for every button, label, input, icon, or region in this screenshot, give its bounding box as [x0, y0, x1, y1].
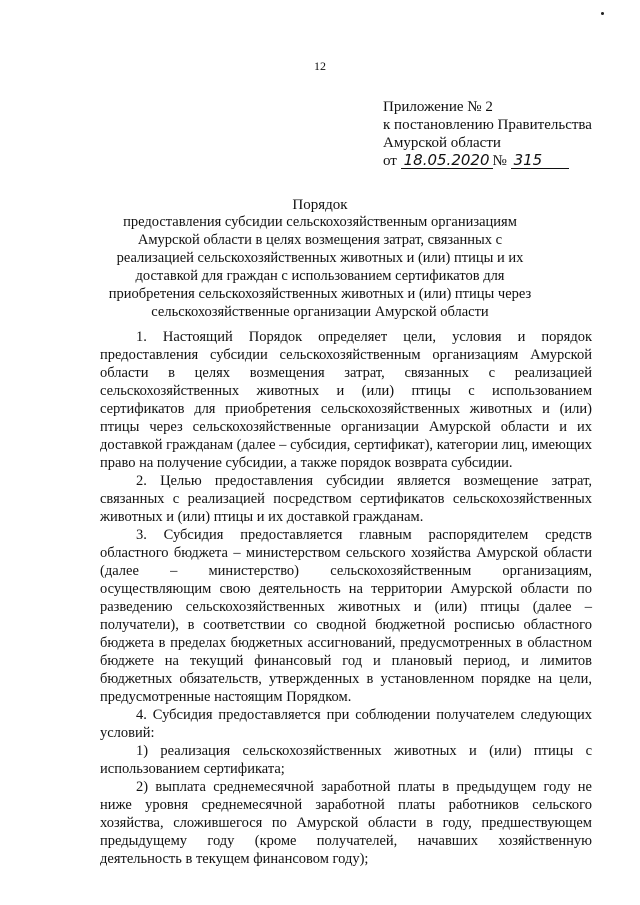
- paragraph: 3. Субсидия предоставляется главным распорядителем средств областного бюджета – министерством сельского хозяйства Амурской области (далее – министерство) сельскохозяйственным организациям, осуществляющим свою деятельность на территории Амурской области по разведению сельскохозяйственных животных и (или) птицы (далее – получатели), в соответствии со сводной бюджетной росписью областного бюджета в пределах бюджетных ассигнований, предусмотренных в областном бюджете на текущий финансовый год и плановый период, и лимитов бюджетных обязательств, утвержденных в установленном порядке на цели, предусмотренные настоящим Порядком.: [100, 527, 592, 705]
- number-prefix: №: [492, 153, 507, 169]
- appendix-title: Приложение № 2: [383, 99, 493, 115]
- paragraph: 4. Субсидия предоставляется при соблюдении получателем следующих условий:: [100, 707, 592, 741]
- appendix-line-decree: к постановлению Правительства: [383, 117, 592, 133]
- scan-mark: [601, 12, 604, 15]
- paragraph: 1. Настоящий Порядок определяет цели, условия и порядок предоставления субсидии сельскохозяйственным организациям Амурской области в целях возмещения затрат, связанных с реализацией сельскохозяйственных животных и (или) птицы с использованием сертификатов для приобретения сельскохозяйственных животных и (или) птицы через сельскохозяйственные организации Амурской области и их доставкой гражданам (далее – субсидия, сертификат), категории лиц, имеющих право на получение субсидии, а также порядок возврата субсидии.: [100, 329, 592, 471]
- paragraph: 2) выплата среднемесячной заработной платы в предыдущем году не ниже уровня среднемесячной заработной платы работников сельского хозяйства, сложившегося по Амурской области в году, предшествующем предыдущему году (кроме получателей, начавших хозяйственную деятельность в текущем финансовом году);: [100, 779, 592, 867]
- document-title: Порядок: [292, 197, 348, 213]
- document-body: [100, 328, 592, 868]
- appendix-date-line: [383, 152, 592, 170]
- paragraph: 1) реализация сельскохозяйственных животных и (или) птицы с использованием сертификата;: [100, 743, 592, 777]
- appendix-block: [383, 98, 592, 170]
- decree-date: 18.05.2020: [401, 153, 493, 169]
- appendix-line-region: Амурской области: [383, 135, 501, 151]
- date-prefix: от: [383, 153, 397, 169]
- decree-number: 315: [511, 153, 569, 169]
- page-number: 12: [314, 59, 326, 73]
- document-subtitle: предоставления субсидии сельскохозяйственным организациям Амурской области в целях возмещения затрат, связанных с реализацией сельскохозяйственных животных и (или) птицы и их доставкой для граждан с использованием сертификатов для приобретения сельскохозяйственных животных и (или) птицы через сельскохозяйственные организации Амурской области: [108, 214, 532, 320]
- paragraph: 2. Целью предоставления субсидии является возмещение затрат, связанных с реализацией посредством сертификатов сельскохозяйственных животных и (или) птицы и их доставкой гражданам.: [100, 473, 592, 525]
